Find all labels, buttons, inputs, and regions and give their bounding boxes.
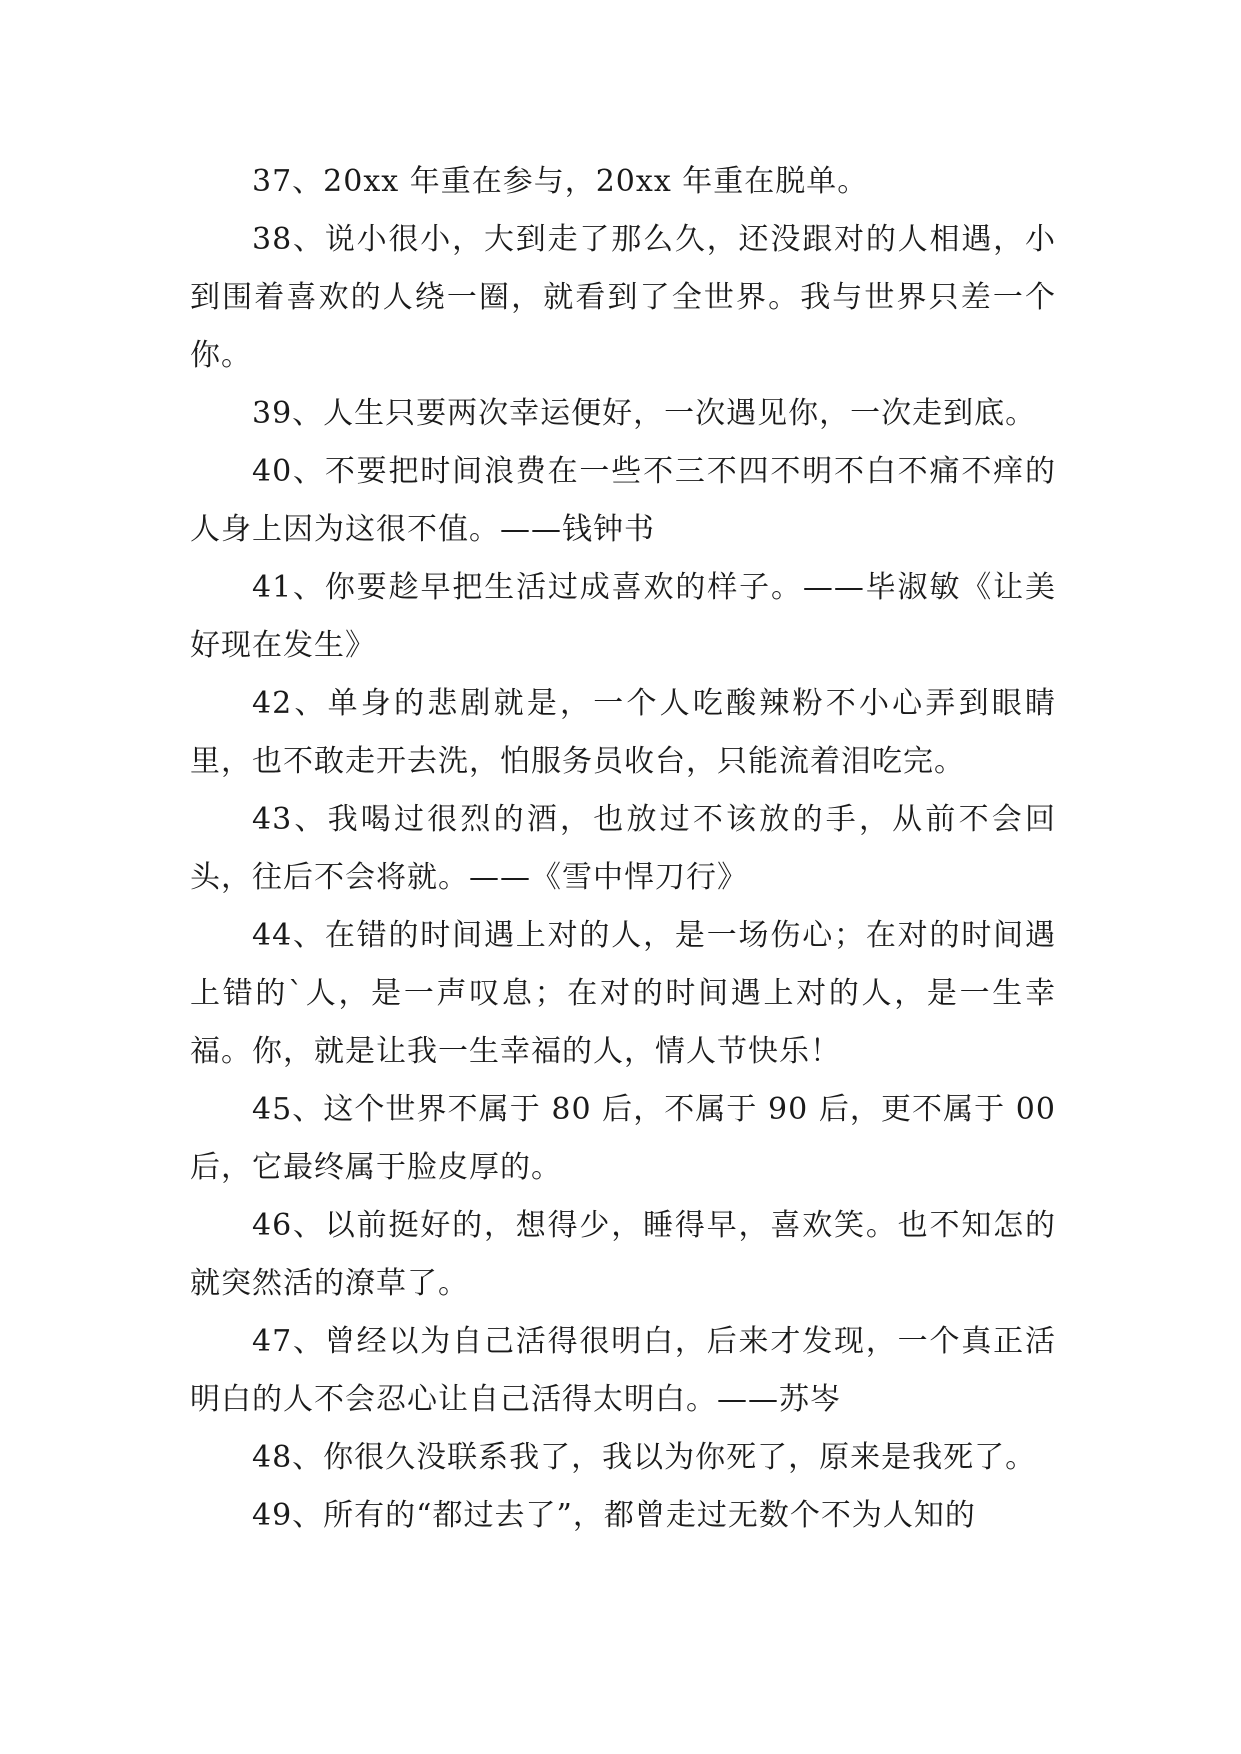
paragraph-42: 42、单身的悲剧就是，一个人吃酸辣粉不小心弄到眼睛里，也不敢走开去洗，怕服务员收台，只能流着泪吃完。: [190, 686, 1056, 779]
paragraph-40: 40、不要把时间浪费在一些不三不四不明不白不痛不痒的人身上因为这很不值。——钱钟书: [190, 454, 1056, 547]
paragraph-49: 49、所有的“都过去了”，都曾走过无数个不为人知的: [252, 1498, 976, 1533]
paragraph-41: 41、你要趁早把生活过成喜欢的样子。——毕淑敏《让美好现在发生》: [190, 570, 1056, 663]
paragraph-38: 38、说小很小，大到走了那么久，还没跟对的人相遇，小到围着喜欢的人绕一圈，就看到了全世界。我与世界只差一个你。: [190, 222, 1056, 373]
paragraph-43: 43、我喝过很烈的酒，也放过不该放的手，从前不会回头，往后不会将就。——《雪中悍刀行》: [190, 802, 1056, 895]
paragraph-46: 46、以前挺好的，想得少，睡得早，喜欢笑。也不知怎的就突然活的潦草了。: [190, 1208, 1056, 1301]
paragraph-45: 45、这个世界不属于 80 后，不属于 90 后，更不属于 00 后，它最终属于脸皮厚的。: [190, 1092, 1056, 1185]
paragraph-47: 47、曾经以为自己活得很明白，后来才发现，一个真正活明白的人不会忍心让自己活得太明白。——苏岑: [190, 1324, 1056, 1417]
paragraph-44: 44、在错的时间遇上对的人，是一场伤心；在对的时间遇上错的`人，是一声叹息；在对的时间遇上对的人，是一生幸福。你，就是让我一生幸福的人，情人节快乐！: [190, 918, 1056, 1069]
document-body: [190, 153, 1056, 1545]
paragraph-37: 37、20xx 年重在参与，20xx 年重在脱单。: [252, 164, 869, 199]
paragraph-39: 39、人生只要两次幸运便好，一次遇见你，一次走到底。: [252, 396, 1037, 431]
paragraph-48: 48、你很久没联系我了，我以为你死了，原来是我死了。: [252, 1440, 1037, 1475]
